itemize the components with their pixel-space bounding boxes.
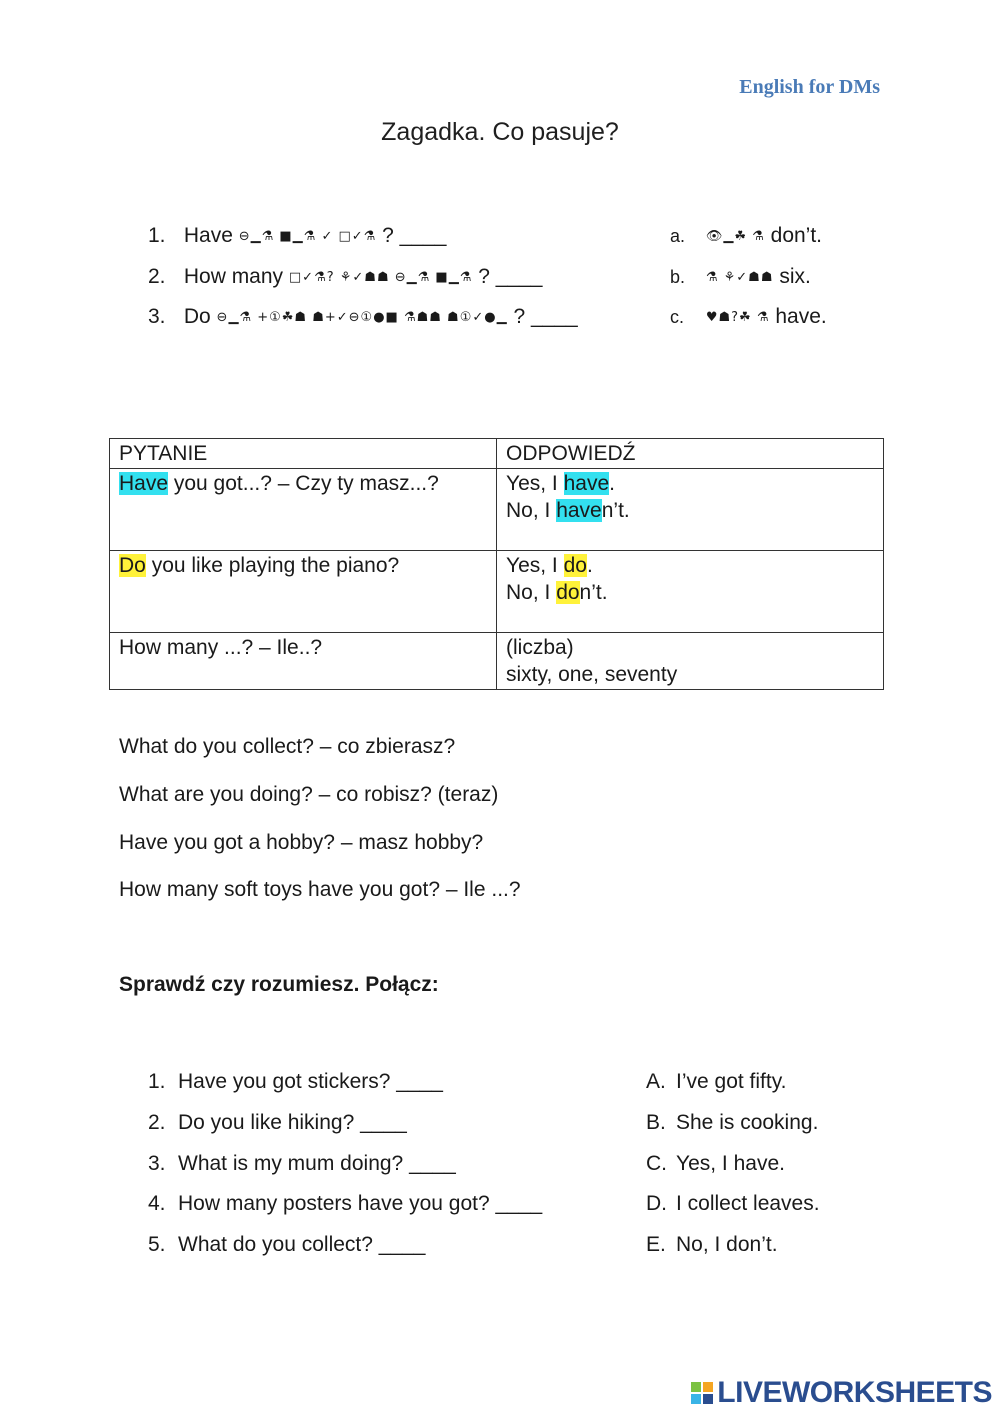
question-text: Have you got stickers? ____ [178, 1070, 443, 1093]
question-number: 3. [148, 305, 166, 328]
answer-text: I collect leaves. [676, 1192, 820, 1215]
highlight: do [563, 554, 587, 577]
logo-icon [691, 1382, 713, 1404]
liveworksheets-logo[interactable] [691, 1376, 992, 1410]
answer-line [506, 497, 874, 524]
phrase-line: What are you doing? – co robisz? (teraz) [119, 783, 499, 806]
coded-text: ⊖▁⚗ +①☘☗ ☗+✓⊖①●■ ⚗☗☗ ☗①✓●▁ [216, 309, 508, 325]
table-row [110, 469, 884, 551]
header-cell: PYTANIE [110, 439, 497, 469]
section-title: Sprawdź czy rozumiesz. Połącz: [119, 973, 439, 996]
cell-text: Yes, I [506, 554, 564, 577]
cell-text: you got...? – Czy ty masz...? [168, 472, 439, 495]
option-letter: b. [670, 267, 686, 287]
phrase-line: How many soft toys have you got? – Ile ...? [119, 878, 521, 901]
answer-blank[interactable]: ? ____ [513, 305, 578, 328]
puzzle-option [670, 224, 822, 248]
match-question[interactable] [148, 1192, 542, 1216]
highlight: have [563, 472, 610, 495]
phrase-line: What do you collect? – co zbierasz? [119, 735, 456, 758]
grammar-table [109, 438, 884, 690]
question-number: 2. [148, 1111, 166, 1134]
question-cell: How many ...? – Ile..? [110, 633, 497, 690]
logo-text: LIVEWORKSHEETS [717, 1376, 992, 1409]
answer-line: sixty, one, seventy [506, 663, 678, 686]
answer-text: I’ve got fifty. [676, 1070, 787, 1093]
match-question[interactable] [148, 1111, 407, 1135]
option-letter: a. [670, 226, 686, 246]
cell-text: No, I [506, 499, 557, 522]
answer-line [506, 552, 874, 579]
option-text: six. [779, 265, 811, 288]
question-text: How many posters have you got? ____ [178, 1192, 543, 1215]
answer-letter: E. [646, 1233, 666, 1256]
answer-cell [497, 469, 884, 551]
logo-block [691, 1394, 701, 1404]
table-row [110, 551, 884, 633]
match-answer [646, 1192, 820, 1216]
question-number: 4. [148, 1192, 166, 1215]
answer-letter: B. [646, 1111, 666, 1134]
puzzle-question [148, 265, 542, 289]
header-cell: ODPOWIEDŹ [497, 439, 884, 469]
highlight: have [556, 499, 602, 522]
answer-letter: A. [646, 1070, 666, 1093]
phrase-line: Have you got a hobby? – masz hobby? [119, 831, 484, 854]
answer-text: No, I don’t. [676, 1233, 778, 1256]
match-question[interactable] [148, 1070, 443, 1094]
question-number: 3. [148, 1152, 166, 1175]
question-number: 2. [148, 265, 166, 288]
cell-text: you like playing the piano? [145, 554, 400, 577]
puzzle-question [148, 224, 446, 248]
cell-text: . [586, 554, 593, 577]
table-header-row [110, 439, 884, 469]
coded-text: □✓⚗? ⚘✓☗☗ ⊖▁⚗ ■▁⚗ [288, 269, 473, 285]
cell-text: n’t. [579, 581, 608, 604]
coded-text: 👁▁☘ ⚗ [705, 228, 765, 244]
question-text: What do you collect? ____ [178, 1233, 426, 1256]
question-text: Do you like hiking? ____ [178, 1111, 407, 1134]
question-lead: Do [183, 305, 211, 328]
option-text: don’t. [770, 224, 823, 247]
coded-text: ⚗ ⚘✓☗☗ [705, 269, 774, 285]
option-letter: c. [670, 307, 685, 327]
question-lead: Have [183, 224, 233, 247]
match-question[interactable] [148, 1152, 456, 1176]
match-question[interactable] [148, 1233, 426, 1257]
match-answer [646, 1111, 818, 1135]
puzzle-option [670, 265, 811, 289]
answer-letter: C. [646, 1152, 667, 1175]
highlight: do [556, 581, 580, 604]
question-text: What is my mum doing? ____ [178, 1152, 456, 1175]
question-number: 1. [148, 224, 166, 247]
table-row [110, 633, 884, 690]
cell-text: Yes, I [506, 472, 564, 495]
answer-cell [497, 633, 884, 690]
highlight: Do [119, 554, 146, 577]
answer-line [506, 470, 874, 497]
puzzle-question [148, 305, 578, 329]
coded-text: ⊖▁⚗ ■▁⚗ ✓ □✓⚗ [238, 228, 377, 244]
answer-cell [497, 551, 884, 633]
question-cell [110, 551, 497, 633]
cell-text: No, I [506, 581, 557, 604]
answer-letter: D. [646, 1192, 667, 1215]
logo-block [691, 1382, 701, 1392]
match-answer [646, 1070, 787, 1094]
brand-label: English for DMs [739, 76, 880, 98]
answer-blank[interactable]: ? ____ [478, 265, 543, 288]
answer-text: She is cooking. [676, 1111, 819, 1134]
logo-block [703, 1394, 713, 1404]
option-text: have. [775, 305, 827, 328]
logo-block [703, 1382, 713, 1392]
highlight: Have [119, 472, 169, 495]
question-number: 1. [148, 1070, 166, 1093]
cell-text: . [609, 472, 615, 495]
page-title: Zagadka. Co pasuje? [381, 118, 619, 146]
question-lead: How many [183, 265, 284, 288]
answer-text: Yes, I have. [676, 1152, 785, 1175]
answer-line [506, 579, 874, 606]
match-answer [646, 1152, 785, 1176]
question-number: 5. [148, 1233, 166, 1256]
puzzle-option [670, 305, 827, 329]
question-cell [110, 469, 497, 551]
coded-text: ♥☗?☘ ⚗ [705, 309, 770, 325]
match-answer [646, 1233, 778, 1257]
cell-text: n’t. [601, 499, 630, 522]
answer-line: (liczba) [506, 636, 574, 659]
answer-blank[interactable]: ? ____ [382, 224, 447, 247]
